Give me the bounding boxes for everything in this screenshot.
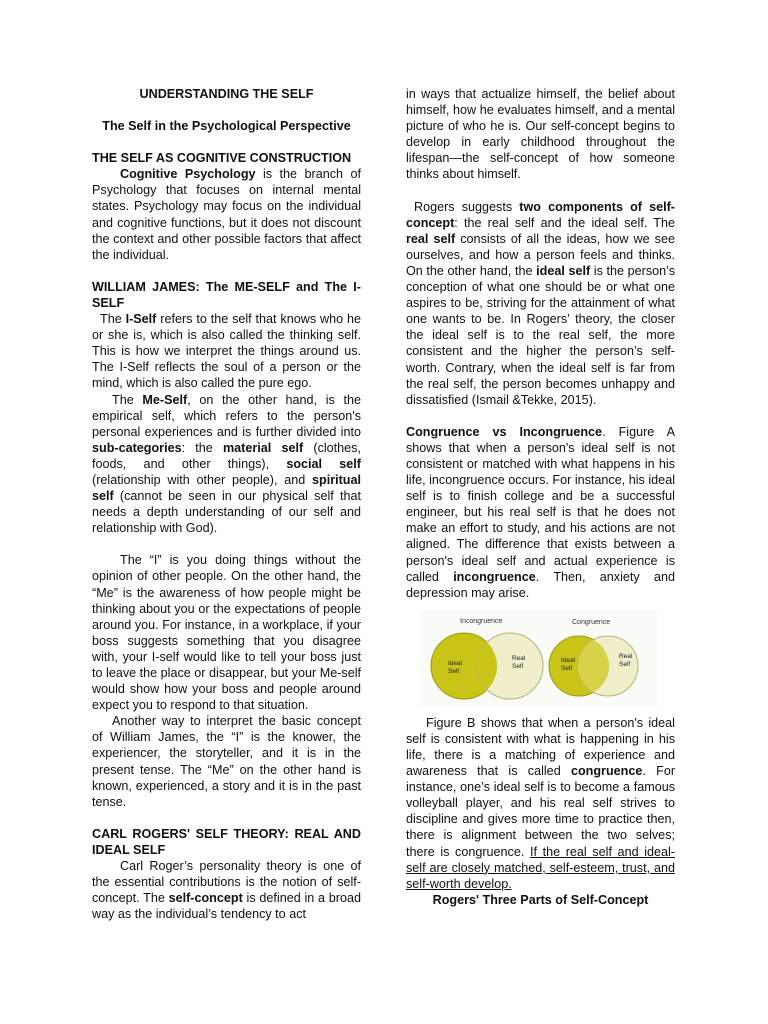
incongruence-ideal-label-1: Ideal: [448, 659, 463, 667]
paragraph-cognitive-psychology: Cognitive Psychology is the branch of Psychology that focuses on internal mental states. Psychology may focus on the individual and cognitive functions, but it does not discount the context and other possible factors that affect the individual.: [92, 167, 362, 262]
document-title: UNDERSTANDING THE SELF: [139, 87, 314, 101]
incongruence-real-label-2: Self: [512, 662, 524, 670]
section-heading-carl-rogers: CARL ROGERS' SELF THEORY: REAL AND IDEAL SELF: [92, 826, 361, 857]
paragraph-self-concept: Carl Roger’s personality theory is one of the essential contributions is the notion of self-concept. The self-concept is defined in a broad way as the individual’s tendency to act: [92, 859, 361, 922]
venn-diagrams: [420, 611, 658, 707]
congruence-real-label-2: Self: [619, 660, 631, 668]
congruence-ideal-label-2: Self: [561, 664, 573, 672]
paragraph-me-self: The Me-Self, on the other hand, is the empirical self, which refers to the person's personal experiences and is further divided into sub-categories: the material self (clothes, foods, and other things), social self (relationship with other people), and spiritual self (cannot be seen in our physical self that needs a depth understanding of our self and relationship with God).: [92, 392, 361, 536]
paragraph-congruence-vs-incongruence: Congruence vs Incongruence. Figure A shows that when a person's ideal self is not consistent or matched with what happens in his life, incongruence occurs. For instance, his ideal self is to finish college and be a successful engineer, but his real self is that he does not make an effort to study, and his actions are not aligned. The difference that exists between a person's ideal self and actual experience is called incongruence. Then, anxiety and depression may arise.: [406, 424, 675, 600]
paragraph-i-vs-me: The “I” is you doing things without the opinion of other people. On the other hand, the “Me” is the awareness of how people might be thinking about you or the expectations of people around you. For instance, in a workplace, if your boss suggests something that you disagree with, your I-self would like to tell your boss just to leave the place or disappear, but your Me-self would show how your boss and people around expect you to respond to that situation.: [92, 553, 361, 713]
left-column: [92, 86, 361, 922]
congruence-label: Congruence: [572, 618, 611, 626]
paragraph-two-components: Rogers suggests two components of self-concept: the real self and the ideal self. The real self consists of all the ideas, how we see ourselves, and how a person feels and thinks. On the other hand, the ideal self is the person’s conception of what one should be or what one aspires to be, striving for the attainment of what one wants to be. In Rogers’ theory, the closer the ideal self is to the real self, the more consistent and the higher the person’s self-worth. Contrary, when the ideal self is far from the real self, the person becomes unhappy and dissatisfied (Ismail &Tekke, 2015).: [406, 199, 676, 407]
congruence-real-label-1: Real: [619, 652, 633, 660]
incongruence-ideal-label-2: Self: [448, 667, 460, 675]
section-heading-william-james: WILLIAM JAMES: The ME-SELF and The I-SELF: [92, 279, 361, 310]
document-subtitle: The Self in the Psychological Perspective: [102, 119, 351, 134]
section-heading-cognitive: THE SELF AS COGNITIVE CONSTRUCTION: [92, 151, 352, 166]
paragraph-self-concept-continued: in ways that actualize himself, the belief about himself, how he evaluates himself, and a mental picture of who he is. Our self-concept begins to develop in early childhood throughout the lifespan—the self-concept of how someone thinks about himself.: [406, 87, 675, 182]
incongruence-real-label-1: Real: [512, 654, 526, 662]
paragraph-james-interpretation: Another way to interpret the basic concept of William James, the “I” is the knower, the experiencer, the storyteller, and it is in the present tense. The “Me” on the other hand is known, experienced, a story and it is in the past tense.: [92, 714, 361, 809]
right-column: [406, 86, 675, 908]
incongruence-label: Incongruence: [460, 617, 503, 625]
congruence-figure: [420, 611, 658, 707]
heading-three-parts: Rogers' Three Parts of Self-Concept: [432, 892, 649, 907]
paragraph-figure-b: Figure B shows that when a person's ideal self is consistent with what is happening in his life, there is a matching of experience and awareness that is called congruence. For instance, one’s ideal self is to become a famous volleyball player, and his real self strives to discipline and gives more time to practice then, there is alignment between the two selves; there is congruence. If the real self and ideal-self are closely matched, self-esteem, trust, and self-worth develop.: [406, 715, 676, 891]
congruence-ideal-label-1: Ideal: [561, 656, 576, 664]
paragraph-i-self: The I-Self refers to the self that knows who he or she is, which is also called the thinking self. This is how we interpret the things around us. The I-Self reflects the soul of a person or the mind, which is also called the pure ego.: [92, 312, 361, 391]
